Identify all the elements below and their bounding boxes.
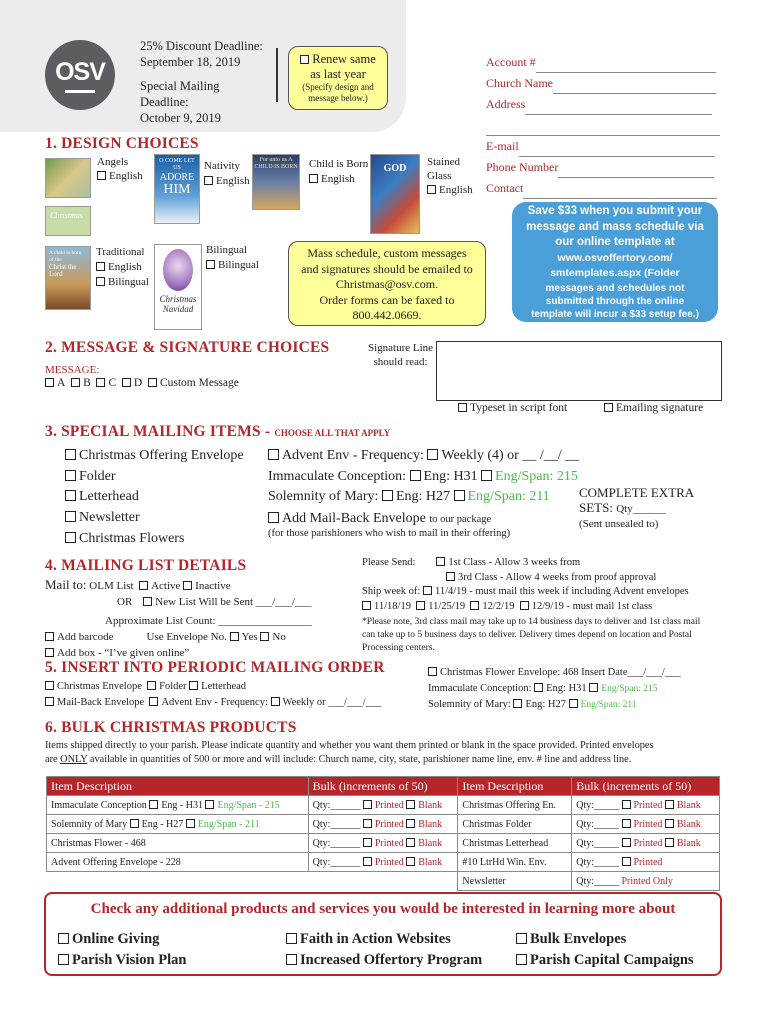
renew-note: (Specify design and bbox=[302, 82, 374, 92]
section-bulk-title: 6. BULK CHRISTMAS PRODUCTS bbox=[45, 719, 297, 736]
yes-checkbox[interactable]: Yes bbox=[230, 631, 258, 643]
additional-products-box bbox=[44, 892, 722, 976]
church-name-field[interactable]: Church Name bbox=[486, 73, 720, 94]
insert-letterhead-checkbox[interactable]: Letterhead bbox=[189, 681, 246, 692]
ship-12-9-checkbox[interactable]: 12/9/19 - must mail 1st class bbox=[520, 601, 652, 612]
qty-input[interactable]: Qty:_____ bbox=[576, 856, 619, 868]
blank-checkbox[interactable]: Blank bbox=[406, 857, 442, 868]
first-class-checkbox[interactable]: 1st Class - Allow 3 weeks from bbox=[436, 557, 580, 568]
increased-offertory-checkbox[interactable]: Increased Offertory Program bbox=[286, 950, 482, 971]
ship-12-2-checkbox[interactable]: 12/2/19 bbox=[470, 601, 514, 612]
printed-checkbox[interactable]: Printed bbox=[363, 857, 404, 868]
item-description: Christmas Flower - 468 bbox=[47, 834, 309, 853]
column-header: Item Description bbox=[458, 777, 572, 796]
discount-deadline-date: September 18, 2019 bbox=[140, 55, 241, 69]
folder-checkbox[interactable]: Folder bbox=[65, 467, 244, 488]
insert-advent-checkbox[interactable]: Advent Env - Frequency: bbox=[149, 697, 267, 708]
mailing-left: Mail to: OLM List Active Inactive OR New List Will be Sent ___/___/___ Approximate List Count: _________________ Add barcode Use Envelope No. Yes No Add box - “I’ve given online” bbox=[45, 577, 312, 659]
bulk-envelopes-checkbox[interactable]: Bulk Envelopes bbox=[516, 929, 694, 950]
promo-url-2[interactable]: smtemplates.aspx bbox=[550, 267, 642, 279]
item-description: #10 LtrHd Win. Env. bbox=[458, 853, 572, 872]
message-b-checkbox[interactable]: B bbox=[71, 377, 91, 389]
insert-immaculate-h31-checkbox[interactable]: Eng: H31 bbox=[534, 683, 587, 694]
item-description: Christmas Letterhead bbox=[458, 834, 572, 853]
address-field[interactable]: Address bbox=[486, 94, 720, 115]
section-design-title: 1. DESIGN CHOICES bbox=[45, 135, 199, 152]
osv-logo: OSV bbox=[45, 40, 115, 110]
active-checkbox[interactable]: Active bbox=[139, 580, 180, 592]
traditional-thumbnail: A child is born of the Christ the Lord bbox=[45, 246, 91, 310]
column-header: Item Description bbox=[47, 777, 309, 796]
discount-deadline-label: 25% Discount Deadline: bbox=[140, 39, 263, 53]
ship-11-18-checkbox[interactable]: 11/18/19 bbox=[362, 601, 411, 612]
table-row: Immaculate Conception Eng - H31 Eng/Span - 215 Qty:______ Printed Blank Christmas Offering En. Qty:_____ Printed Blank bbox=[47, 796, 720, 815]
insert-folder-checkbox[interactable]: Folder bbox=[147, 681, 186, 692]
renew-box[interactable] bbox=[288, 46, 388, 110]
add-box-checkbox[interactable]: Add box - “I’ve given online” bbox=[45, 645, 312, 661]
section-insert-title: 5. INSERT INTO PERIODIC MAILING ORDER bbox=[45, 659, 385, 676]
section-message-title: 2. MESSAGE & SIGNATURE CHOICES bbox=[45, 339, 330, 356]
third-class-checkbox[interactable]: 3rd Class - Allow 4 weeks from proof approval bbox=[362, 571, 700, 586]
blank-checkbox[interactable]: Blank bbox=[665, 800, 701, 811]
bulk-products-table bbox=[46, 776, 720, 891]
solemnity-211-checkbox[interactable]: Eng/Span: 211 bbox=[454, 489, 550, 504]
weekly-checkbox[interactable]: Weekly (4) or __ /__/ __ bbox=[427, 448, 579, 463]
stained-english-checkbox[interactable]: English bbox=[427, 183, 473, 197]
blank-checkbox[interactable]: Blank bbox=[665, 838, 701, 849]
christmas-thumbnail: Christmas bbox=[45, 206, 91, 236]
online-giving-checkbox[interactable]: Online Giving bbox=[58, 929, 186, 950]
promo-line: submitted through the online bbox=[545, 295, 685, 307]
qty-input[interactable]: Qty:______ bbox=[312, 837, 361, 849]
angels-thumbnail bbox=[45, 158, 91, 198]
promo-line: message and mass schedule via bbox=[526, 220, 704, 233]
mailing-note-3: Processing centers. bbox=[362, 643, 435, 653]
promo-line: Save $33 when you submit your bbox=[527, 205, 703, 217]
signature-line-label-2: should read: bbox=[373, 356, 428, 368]
online-template-link[interactable]: online template bbox=[576, 236, 662, 248]
printed-checkbox[interactable]: Printed bbox=[622, 857, 663, 868]
parish-vision-plan-checkbox[interactable]: Parish Vision Plan bbox=[58, 950, 186, 971]
christmas-email-link[interactable]: Christmas@osv.com. bbox=[335, 277, 439, 291]
message-label: MESSAGE: bbox=[45, 364, 100, 376]
insert-immaculate-215-checkbox[interactable]: Eng/Span: 215 bbox=[589, 684, 657, 694]
faith-in-action-checkbox[interactable]: Faith in Action Websites bbox=[286, 929, 482, 950]
signature-line-label: Signature Line bbox=[368, 342, 434, 354]
item-description: Christmas Folder bbox=[458, 815, 572, 834]
bilingual-thumbnail: Christmas Navidad bbox=[154, 244, 202, 330]
qty-input[interactable]: Qty:_____ bbox=[576, 818, 619, 830]
approx-list-count[interactable]: Approximate List Count: _________________ bbox=[105, 615, 312, 627]
angels-english-checkbox[interactable]: English bbox=[97, 169, 143, 183]
special-left-list bbox=[65, 446, 244, 550]
christmas-flowers-checkbox[interactable]: Christmas Flowers bbox=[65, 529, 244, 550]
section-mailing-title: 4. MAILING LIST DETAILS bbox=[45, 557, 247, 574]
blank-checkbox[interactable]: Blank bbox=[406, 838, 442, 849]
table-header-row bbox=[47, 777, 720, 796]
phone-field[interactable]: Phone Number bbox=[486, 157, 720, 178]
message-a-checkbox[interactable]: A bbox=[45, 377, 65, 389]
solemnity-h27-checkbox[interactable]: Eng: H27 bbox=[382, 489, 450, 504]
mail-to-label: Mail to: bbox=[45, 577, 87, 592]
special-right-list bbox=[268, 446, 579, 540]
nativity-english-checkbox[interactable]: English bbox=[204, 174, 250, 189]
mail-back-note: (for those parishioners who wish to mail in their offering) bbox=[268, 527, 511, 539]
online-template-promo: Save $33 when you submit your message and mass schedule via our online template at www.osvoffertory.com/ smtemplates.aspx (Folder messages and schedules not submitted through the online template will incur a $33 setup fee.) bbox=[512, 202, 718, 322]
item-description: Advent Offering Envelope - 228 bbox=[47, 853, 309, 872]
parish-capital-campaigns-checkbox[interactable]: Parish Capital Campaigns bbox=[516, 950, 694, 971]
qty-input[interactable]: Qty:_____ bbox=[576, 837, 619, 849]
printed-checkbox[interactable]: Printed bbox=[622, 819, 663, 830]
mailing-note-2: can take up to 5 business days to deliver. Delivery times depend on location and Postal bbox=[362, 630, 692, 640]
add-barcode-checkbox[interactable]: Add barcode bbox=[45, 631, 114, 643]
insert-mail-back-checkbox[interactable]: Mail-Back Envelope bbox=[45, 697, 144, 708]
renew-label: Renew same bbox=[312, 52, 376, 66]
promo-line: messages and schedules not bbox=[545, 282, 685, 294]
design-traditional-label: Traditional bbox=[96, 246, 145, 258]
column-header: Bulk (increments of 50) bbox=[572, 777, 720, 796]
printed-checkbox[interactable]: Printed bbox=[622, 800, 663, 811]
bulk-description: Items shipped directly to your parish. Please indicate quantity and whether you want them printed or blank in the space provided. Printed envelopes are ONLY available in quantities of 500 or more and will include: Church name, city, state, parishioner name line, env. # line and address line. bbox=[45, 740, 654, 765]
design-stained-label-2: Glass bbox=[427, 170, 452, 182]
complete-extra-label: COMPLETE EXTRA bbox=[579, 485, 695, 500]
qty-input[interactable]: Qty:______ bbox=[312, 818, 361, 830]
design-bilingual-label: Bilingual bbox=[206, 244, 247, 256]
new-list-checkbox[interactable]: New List Will be Sent ___/___/___ bbox=[143, 596, 311, 608]
qty-input[interactable]: Qty:______ bbox=[312, 856, 361, 868]
insert-solemnity-211-checkbox[interactable]: Eng/Span: 211 bbox=[569, 700, 637, 710]
traditional-english-checkbox[interactable]: English bbox=[96, 260, 149, 275]
qty-input[interactable]: Qty:_____ bbox=[576, 799, 619, 811]
printed-checkbox[interactable]: Printed bbox=[622, 838, 663, 849]
insert-flower-checkbox[interactable]: Christmas Flower Envelope: 468 Insert Date___/___/___ bbox=[428, 665, 681, 681]
fax-number: 800.442.0669. bbox=[352, 308, 422, 322]
table-row bbox=[47, 834, 720, 853]
complete-extra-sets: COMPLETE EXTRA SETS: Qty______ (Sent unsealed to) bbox=[579, 485, 695, 530]
immaculate-label: Immaculate Conception: bbox=[268, 468, 407, 484]
letterhead-checkbox[interactable]: Letterhead bbox=[65, 487, 244, 508]
printed-only-label: Printed Only bbox=[621, 875, 673, 887]
promo-url[interactable]: www.osvoffertory.com/ bbox=[557, 251, 673, 264]
design-nativity-label: Nativity bbox=[204, 160, 241, 172]
address-field-2[interactable] bbox=[486, 115, 720, 136]
table-row bbox=[47, 872, 720, 891]
renew-label-2: as last year bbox=[310, 67, 366, 81]
typeset-checkbox[interactable]: Typeset in script font bbox=[458, 402, 567, 414]
insert-solemnity-h27-checkbox[interactable]: Eng: H27 bbox=[513, 699, 566, 710]
section-special-title: 3. SPECIAL MAILING ITEMS - CHOOSE ALL THAT APPLY bbox=[45, 423, 391, 440]
blank-checkbox[interactable]: Blank bbox=[406, 800, 442, 811]
blank-checkbox[interactable]: Blank bbox=[406, 819, 442, 830]
ship-11-4-checkbox[interactable]: 11/4/19 - must mail this week if including Advent envelopes bbox=[423, 586, 689, 597]
traditional-bilingual-checkbox[interactable]: Bilingual bbox=[96, 275, 149, 290]
account-field[interactable]: Account # bbox=[486, 52, 720, 73]
special-mailing-label: Special Mailing bbox=[140, 79, 220, 93]
insert-left bbox=[45, 679, 381, 711]
child-english-checkbox[interactable]: English bbox=[309, 172, 368, 187]
email-field[interactable]: E-mail bbox=[486, 136, 720, 157]
custom-message-checkbox[interactable]: Custom Message bbox=[148, 377, 239, 389]
bilingual-bilingual-checkbox[interactable]: Bilingual bbox=[206, 258, 259, 273]
insert-right: Christmas Flower Envelope: 468 Insert Date___/___/___ Immaculate Conception: Eng: H31 Eng/Span: 215 Solemnity of Mary: Eng: H27 Eng/Span: 211 bbox=[428, 667, 681, 710]
emailing-signature-checkbox[interactable]: Emailing signature bbox=[604, 402, 703, 414]
design-stained-label: Stained bbox=[427, 156, 460, 168]
design-child-label: Child is Born bbox=[309, 158, 369, 170]
child-is-born-thumbnail: For unto us A CHILD IS BORN bbox=[252, 154, 300, 210]
mailing-note: *Please note, 3rd class mail may take up to 14 business days to deliver and 1st class mail bbox=[362, 617, 701, 627]
printed-checkbox[interactable]: Printed bbox=[363, 819, 404, 830]
message-options bbox=[45, 377, 239, 389]
signature-input[interactable] bbox=[436, 341, 722, 401]
message-d-checkbox[interactable]: D bbox=[122, 377, 142, 389]
stained-glass-thumbnail: GOD bbox=[370, 154, 420, 234]
design-angels-label: Angels bbox=[97, 156, 129, 168]
email-instructions-box: Mass schedule, custom messages and signatures should be emailed to Christmas@osv.com. Order forms can be faxed to 800.442.0669. bbox=[288, 241, 486, 326]
table-row bbox=[47, 853, 720, 872]
table-row: Solemnity of Mary Eng - H27 Eng/Span - 211 Qty:______ Printed Blank Christmas Folder Qty:_____ Printed Blank bbox=[47, 815, 720, 834]
ship-11-25-checkbox[interactable]: 11/25/19 bbox=[416, 601, 465, 612]
solemnity-label: Solemnity of Mary: bbox=[268, 489, 379, 505]
mailing-right: Please Send: 1st Class - Allow 3 weeks from 3rd Class - Allow 4 weeks from proof approval Ship week of: 11/4/19 - must mail this week if including Advent envelopes 11/18/19 11/25/19 12/2/19 12/9/19 - must mail 1st class *Please note, 3rd class mail may take up to 14 business days to deliver and 1st class mail can take up to 5 business days to deliver. Delivery times depend on location and Postal Processing centers. bbox=[362, 557, 701, 653]
immaculate-215-checkbox[interactable]: Eng/Span: 215 bbox=[481, 469, 578, 484]
immaculate-h31-checkbox[interactable]: Eng: H31 bbox=[410, 469, 478, 484]
qty-input[interactable]: Qty:_____ bbox=[576, 875, 619, 887]
header-divider bbox=[276, 48, 278, 102]
extra-sets-qty[interactable]: Qty______ bbox=[616, 503, 666, 515]
insert-christmas-envelope-checkbox[interactable]: Christmas Envelope bbox=[45, 681, 142, 692]
column-header: Bulk (increments of 50) bbox=[308, 777, 458, 796]
deadline-date: October 9, 2019 bbox=[140, 111, 221, 125]
message-c-checkbox[interactable]: C bbox=[96, 377, 116, 389]
promo-line: template will incur a $33 setup fee.) bbox=[531, 308, 699, 320]
printed-checkbox[interactable]: Printed bbox=[363, 800, 404, 811]
nativity-thumbnail: O COME LET US ADORE HIM bbox=[154, 154, 200, 224]
inactive-checkbox[interactable]: Inactive bbox=[183, 580, 230, 592]
deadline-block bbox=[140, 38, 263, 126]
newsletter-checkbox[interactable]: Newsletter bbox=[65, 508, 244, 529]
advent-env-checkbox[interactable]: Advent Env - Frequency: bbox=[268, 448, 424, 463]
mail-back-checkbox[interactable]: Add Mail-Back Envelope to our package bbox=[268, 509, 579, 531]
deadline-label: Deadline: bbox=[140, 95, 189, 109]
contact-field[interactable]: Contact bbox=[486, 178, 720, 199]
insert-weekly-checkbox[interactable]: Weekly or ___/___/___ bbox=[271, 697, 382, 708]
unsealed-note: (Sent unsealed to) bbox=[579, 518, 659, 530]
item-description: Newsletter bbox=[458, 872, 572, 891]
christmas-offering-envelope-checkbox[interactable]: Christmas Offering Envelope bbox=[65, 446, 244, 467]
renew-note-2: message below.) bbox=[308, 93, 368, 103]
item-description: Christmas Offering En. bbox=[458, 796, 572, 815]
additional-title: Check any additional products and services you would be interested in learning more about bbox=[90, 901, 676, 917]
no-checkbox[interactable]: No bbox=[260, 631, 285, 643]
printed-checkbox[interactable]: Printed bbox=[363, 838, 404, 849]
blank-checkbox[interactable]: Blank bbox=[665, 819, 701, 830]
account-fields bbox=[486, 52, 720, 199]
qty-input[interactable]: Qty:______ bbox=[312, 799, 361, 811]
